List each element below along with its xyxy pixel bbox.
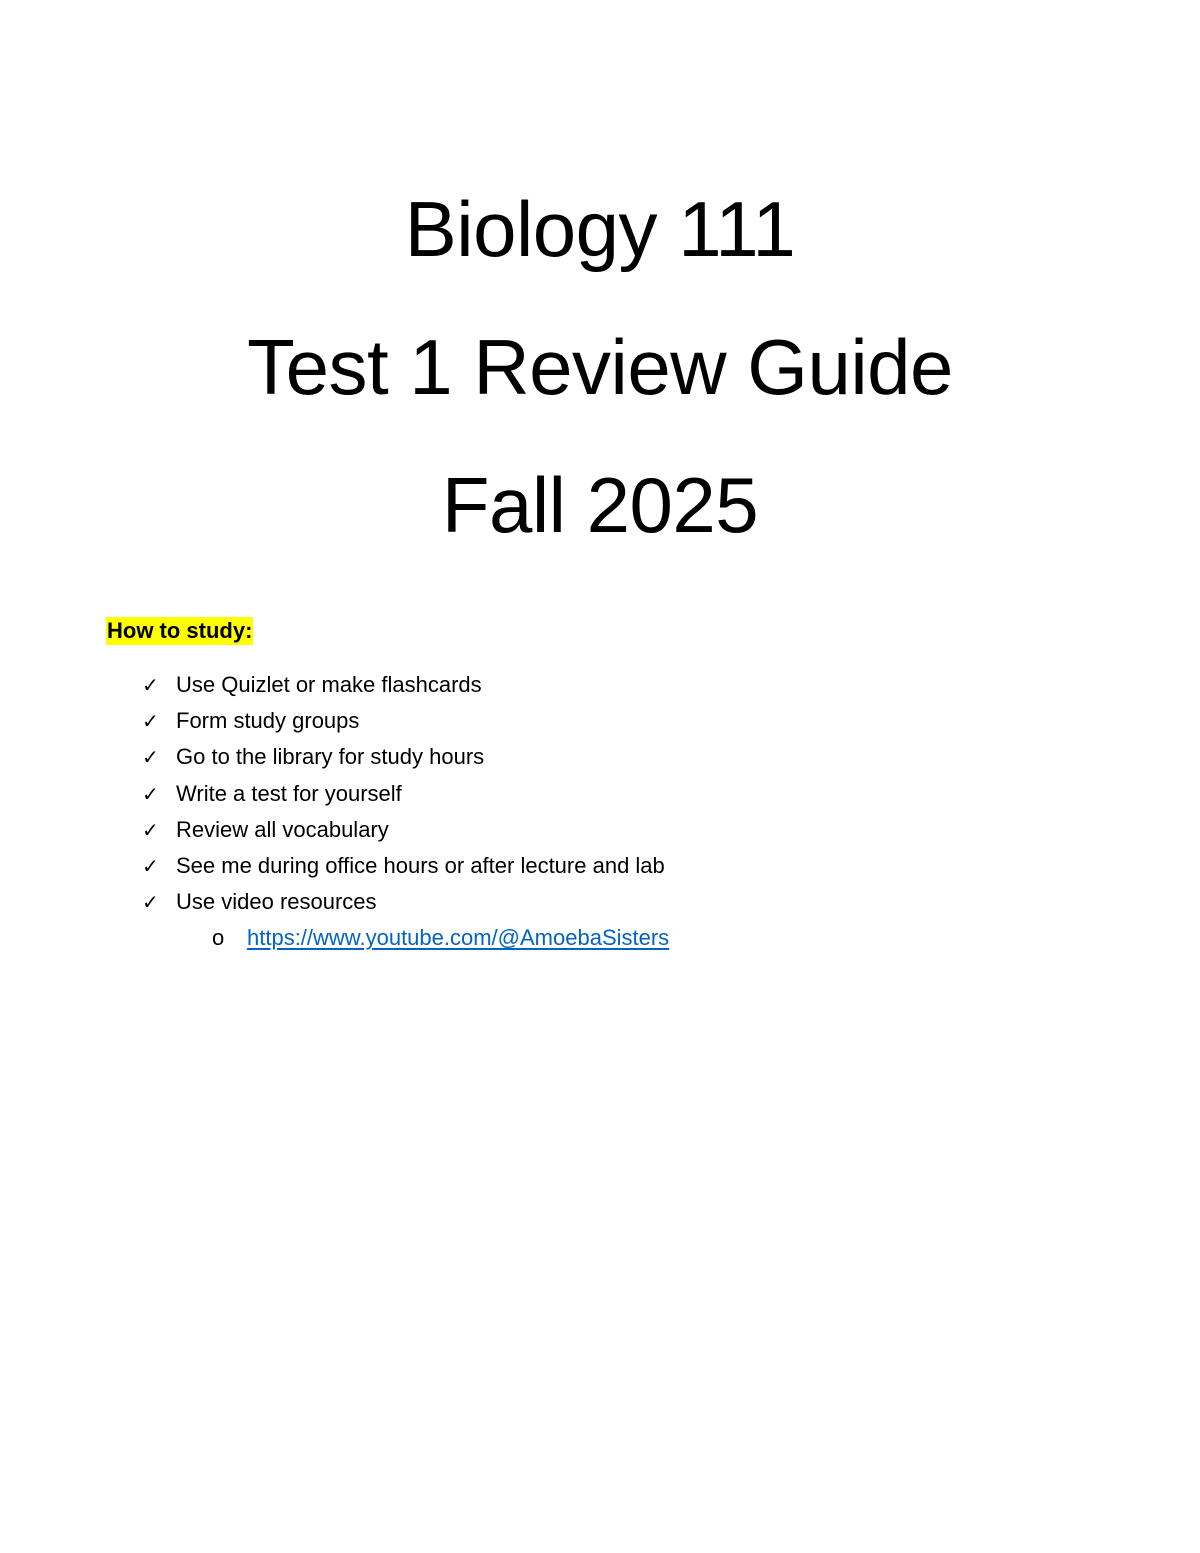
list-item [106,776,1106,812]
document-title [0,160,1200,574]
list-item [106,884,1106,920]
list-item-text: Form study groups [176,708,360,734]
list-item [106,812,1106,848]
list-item [106,667,1106,703]
title-course: Biology 111 [404,185,796,273]
list-item-text: Go to the library for study hours [176,744,485,770]
study-section [106,617,1106,957]
study-checklist [106,667,1106,920]
amoeba-sisters-link[interactable]: https://www.youtube.com/@AmoebaSisters [247,925,670,951]
list-item-text: Use video resources [176,889,377,915]
check-icon: ✓ [142,781,159,806]
check-icon: ✓ [142,745,159,770]
list-item [106,920,1106,956]
check-icon: ✓ [142,709,159,734]
video-resources-sublist [106,920,1106,956]
check-icon: ✓ [142,817,159,842]
list-item-text: See me during office hours or after lecture and lab [176,853,665,879]
study-heading: How to study: [107,618,253,643]
list-item [106,848,1106,884]
list-item [106,739,1106,775]
list-item-text: Write a test for yourself [176,780,402,806]
list-item [106,703,1106,739]
title-test: Test 1 Review Guide [247,323,953,411]
list-item-text: Review all vocabulary [176,816,389,842]
check-icon: ✓ [142,673,159,697]
circle-bullet-icon: o [212,925,225,951]
list-item-text: Use Quizlet or make flashcards [176,672,482,697]
title-term: Fall 2025 [441,461,759,549]
check-icon: ✓ [142,854,159,879]
check-icon: ✓ [142,890,159,915]
